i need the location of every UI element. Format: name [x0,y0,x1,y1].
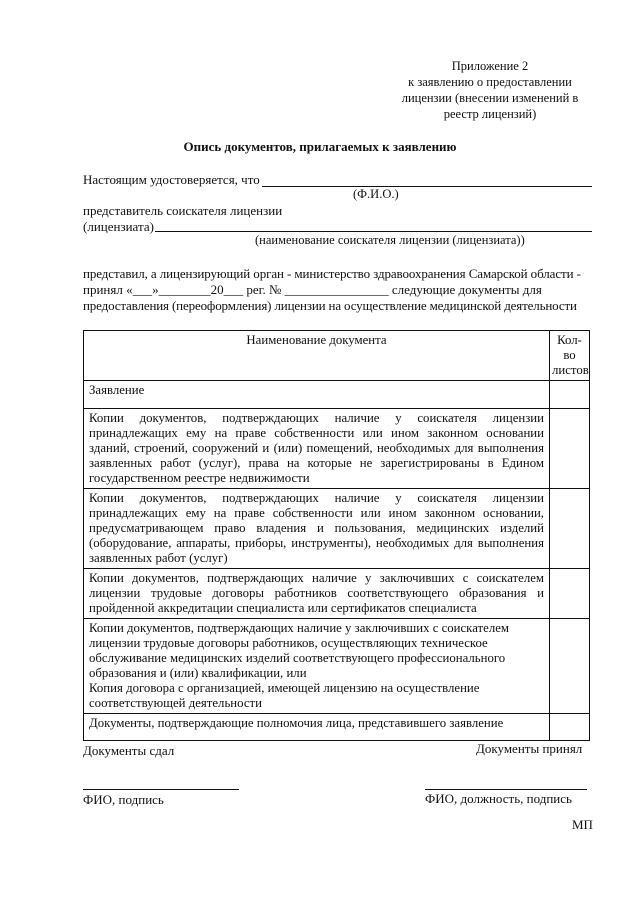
document-title: Опись документов, прилагаемых к заявлению [183,139,457,154]
fio-blank-line [262,186,592,187]
document-name-cell [84,619,550,714]
documents-table [83,330,590,741]
appendix-line: реестр лицензий) [443,107,537,121]
appendix-line: к заявлению о предоставлении [408,75,572,89]
appendix-line: лицензии (внесении изменений в [401,91,579,105]
handed-caption: ФИО, подпись [83,792,164,807]
header-sheet-count [550,331,590,381]
received-label: Документы принял [476,741,583,756]
sheet-count-cell[interactable] [550,381,590,409]
sheet-count-cell[interactable] [550,489,590,569]
submission-line2: принял «___»________20___ рег. № ________________ следующие документы для [83,282,542,297]
appendix-note [380,58,600,122]
stamp-place: МП [572,817,593,832]
document-name-cell: Документы, подтверждающие полномочия лица, представившего заявление [84,714,550,741]
document-name-part: Копия договора с организацией, имеющей лицензию на осуществление соответствующей деятельности [89,681,480,710]
table-row [84,569,590,619]
fio-caption: (Ф.И.О.) [353,187,399,201]
table-row [84,489,590,569]
table-header-row [84,331,590,381]
sheet-count-cell[interactable] [550,619,590,714]
applicant-name-blank-line [155,231,592,232]
representative-line2: (лицензиата) [83,219,154,234]
handed-label: Документы сдал [83,743,175,758]
document-name-part: Копии документов, подтверждающих наличие у заключивших с соискателем лицензии трудовые договоры работников, осуществляющих техническое обслуживание медицинских изделий соответствующего профессионального образования и (или) квалификации, или [89,621,509,680]
certify-text: Настоящим удостоверяется, что [83,172,260,187]
submission-line1: представил, а лицензирующий орган - министерство здравоохранения Самарской области - [83,266,581,281]
table-row [84,619,590,714]
table-row [84,409,590,489]
header-count-line2: листов [552,363,589,377]
received-signature-line [425,789,587,790]
document-name-cell: Заявление [84,381,550,409]
received-caption: ФИО, должность, подпись [425,791,572,806]
header-count-line1: Кол-во [557,333,582,362]
submission-line3: предоставления (переоформления) лицензии на осуществление медицинской деятельности [83,298,577,313]
appendix-line: Приложение 2 [451,59,529,73]
applicant-name-caption: (наименование соискателя лицензии (лицензиата)) [255,233,525,247]
table-row [84,714,590,741]
sheet-count-cell[interactable] [550,409,590,489]
document-name-cell: Копии документов, подтверждающих наличие у соискателя лицензии принадлежащих ему на праве собственности или ином законном основании, предусматривающем право владения и пользования, медицинских изделий (оборудование, аппараты, приборы, инструменты), необходимых для выполнения заявленных работ (услуг) [84,489,550,569]
table-row [84,381,590,409]
sheet-count-cell[interactable] [550,569,590,619]
document-name-cell: Копии документов, подтверждающих наличие у соискателя лицензии принадлежащих ему на праве собственности или ином законном основании зданий, строений, сооружений и (или) помещений, необходимых для выполнения заявленных работ (услуг), права на которые не зарегистрированы в Едином государственном реестре недвижимости [84,409,550,489]
document-name-cell: Копии документов, подтверждающих наличие у заключивших с соискателем лицензии трудовые договоры работников соответствующего образования и пройденной аккредитации специалиста или сертификатов специалиста [84,569,550,619]
header-document-name: Наименование документа [84,331,550,381]
sheet-count-cell[interactable] [550,714,590,741]
handed-signature-line [83,789,239,790]
representative-line1: представитель соискателя лицензии [83,203,283,218]
